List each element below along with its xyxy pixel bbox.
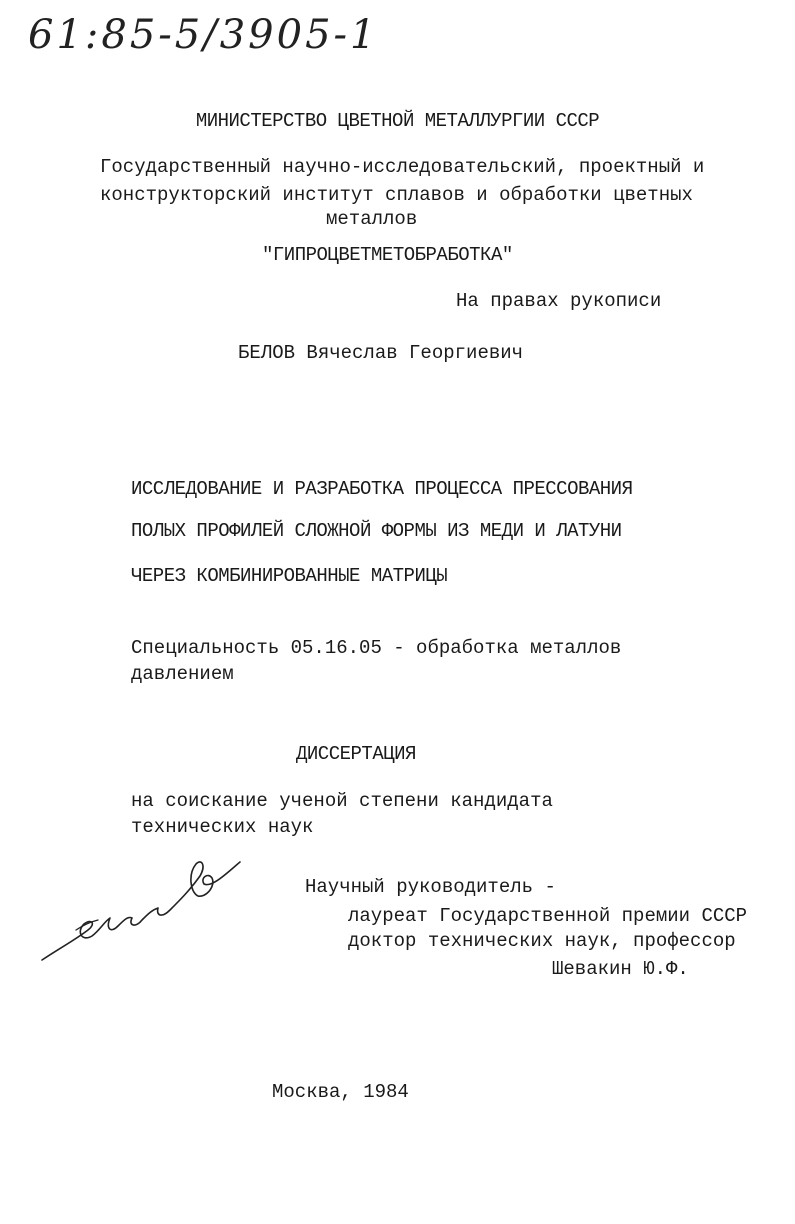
degree-line-2: технических наук [131,816,314,838]
institute-abbreviation: "ГИПРОЦВЕТМЕТОБРАБОТКА" [262,244,513,266]
title-line-3: ЧЕРЕЗ КОМБИНИРОВАННЫЕ МАТРИЦЫ [131,565,448,587]
place-and-year: Москва, 1984 [272,1081,409,1103]
archive-number: 61:85-5/3905-1 [28,12,379,58]
institute-line-2: конструкторский институт сплавов и обработки цветных [100,184,693,206]
handwritten-signature [40,852,250,967]
ministry-heading: МИНИСТЕРСТВО ЦВЕТНОЙ МЕТАЛЛУРГИИ СССР [195,110,600,132]
degree-line-1: на соискание ученой степени кандидата [131,790,553,812]
specialty-line-2: давлением [131,663,234,685]
supervisor-award: лауреат Государственной премии СССР [348,905,748,927]
title-line-1: ИССЛЕДОВАНИЕ И РАЗРАБОТКА ПРОЦЕССА ПРЕССОВАНИЯ [131,478,633,500]
supervisor-label: Научный руководитель - [305,876,556,898]
institute-line-1: Государственный научно-исследовательский, проектный и [100,156,705,178]
supervisor-degree: доктор технических наук, профессор [348,930,736,952]
institute-line-3: металлов [326,208,418,230]
document-type: ДИССЕРТАЦИЯ [296,743,416,765]
author-name: БЕЛОВ Вячеслав Георгиевич [238,342,524,364]
title-line-2: ПОЛЫХ ПРОФИЛЕЙ СЛОЖНОЙ ФОРМЫ ИЗ МЕДИ И ЛАТУНИ [131,520,622,542]
rights-note: На правах рукописи [456,290,662,312]
specialty-line-1: Специальность 05.16.05 - обработка металлов [131,637,622,659]
supervisor-name: Шевакин Ю.Ф. [552,958,689,980]
